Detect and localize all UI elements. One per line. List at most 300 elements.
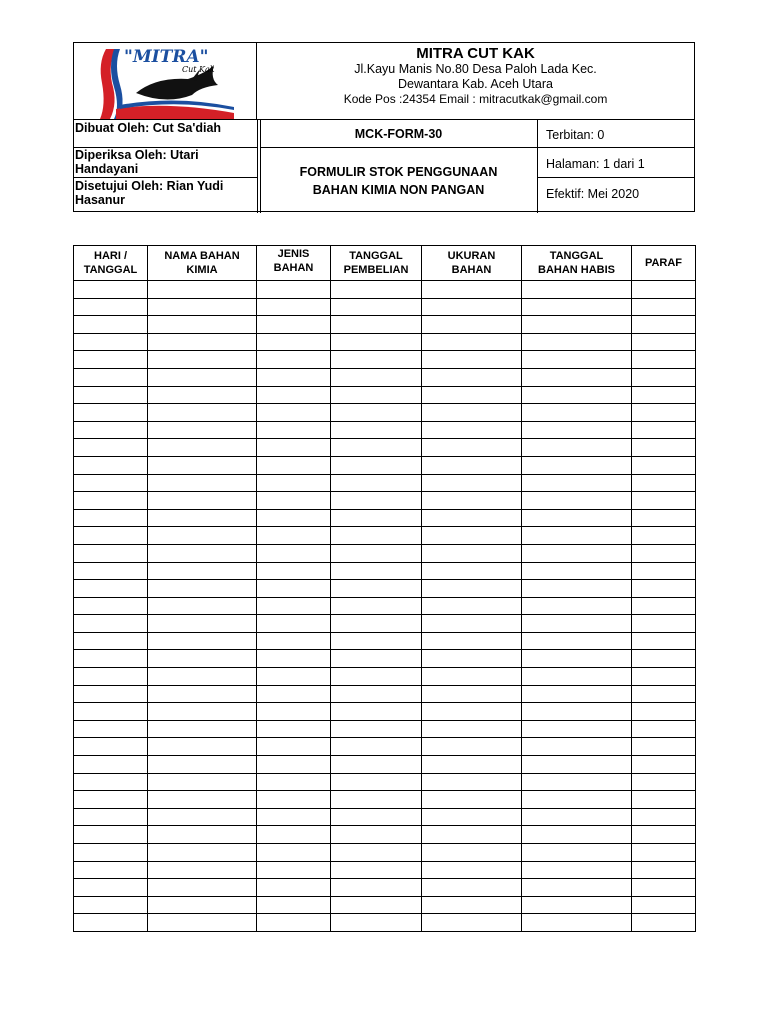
- table-cell[interactable]: [632, 281, 696, 299]
- table-cell[interactable]: [422, 685, 522, 703]
- table-cell[interactable]: [331, 509, 422, 527]
- logo-text: "MITRA": [124, 47, 209, 67]
- table-cell[interactable]: [74, 544, 148, 562]
- table-cell[interactable]: [632, 668, 696, 686]
- table-cell[interactable]: [74, 492, 148, 510]
- table-cell[interactable]: [331, 421, 422, 439]
- table-cell[interactable]: [422, 826, 522, 844]
- table-cell[interactable]: [257, 544, 331, 562]
- table-cell[interactable]: [148, 298, 257, 316]
- table-cell[interactable]: [522, 492, 632, 510]
- table-cell[interactable]: [422, 844, 522, 862]
- table-row: [74, 720, 696, 738]
- table-cell[interactable]: [632, 368, 696, 386]
- table-cell[interactable]: [632, 632, 696, 650]
- table-cell[interactable]: [331, 668, 422, 686]
- table-cell[interactable]: [422, 527, 522, 545]
- table-cell[interactable]: [422, 738, 522, 756]
- table-cell[interactable]: [522, 632, 632, 650]
- table-cell[interactable]: [257, 808, 331, 826]
- table-cell[interactable]: [331, 298, 422, 316]
- table-cell[interactable]: [148, 492, 257, 510]
- table-cell[interactable]: [331, 879, 422, 897]
- table-cell[interactable]: [331, 896, 422, 914]
- table-row: [74, 386, 696, 404]
- table-row: [74, 773, 696, 791]
- table-cell[interactable]: [257, 298, 331, 316]
- table-cell[interactable]: [422, 316, 522, 334]
- table-cell[interactable]: [331, 404, 422, 422]
- table-cell[interactable]: [148, 896, 257, 914]
- table-cell[interactable]: [422, 773, 522, 791]
- table-cell[interactable]: [632, 773, 696, 791]
- table-cell[interactable]: [422, 456, 522, 474]
- table-row: [74, 562, 696, 580]
- table-cell[interactable]: [74, 580, 148, 598]
- table-row: [74, 544, 696, 562]
- table-row: [74, 597, 696, 615]
- table-cell[interactable]: [331, 615, 422, 633]
- table-cell[interactable]: [422, 756, 522, 774]
- table-cell[interactable]: [148, 632, 257, 650]
- table-cell[interactable]: [331, 632, 422, 650]
- table-cell[interactable]: [632, 756, 696, 774]
- table-cell[interactable]: [422, 509, 522, 527]
- table-cell[interactable]: [74, 826, 148, 844]
- table-cell[interactable]: [331, 580, 422, 598]
- stock-table: [73, 245, 696, 932]
- table-cell[interactable]: [148, 386, 257, 404]
- table-cell[interactable]: [74, 597, 148, 615]
- table-cell[interactable]: [522, 333, 632, 351]
- table-cell[interactable]: [632, 826, 696, 844]
- table-cell[interactable]: [632, 404, 696, 422]
- table-cell[interactable]: [522, 615, 632, 633]
- table-header-row: [74, 246, 696, 281]
- table-cell[interactable]: [632, 879, 696, 897]
- table-cell[interactable]: [74, 404, 148, 422]
- table-cell[interactable]: [522, 826, 632, 844]
- table-cell[interactable]: [74, 351, 148, 369]
- table-cell[interactable]: [257, 738, 331, 756]
- table-cell[interactable]: [632, 914, 696, 932]
- table-cell[interactable]: [632, 509, 696, 527]
- table-cell[interactable]: [148, 756, 257, 774]
- col-tanggal-bahan-habis: TANGGAL BAHAN HABIS: [522, 246, 632, 281]
- table-cell[interactable]: [632, 544, 696, 562]
- table-cell[interactable]: [148, 544, 257, 562]
- table-cell[interactable]: [148, 474, 257, 492]
- table-cell[interactable]: [522, 298, 632, 316]
- table-cell[interactable]: [331, 703, 422, 721]
- table-cell[interactable]: [522, 527, 632, 545]
- table-cell[interactable]: [257, 439, 331, 457]
- table-cell[interactable]: [632, 896, 696, 914]
- table-cell[interactable]: [257, 632, 331, 650]
- table-cell[interactable]: [74, 368, 148, 386]
- table-cell[interactable]: [422, 703, 522, 721]
- table-cell[interactable]: [74, 844, 148, 862]
- table-cell[interactable]: [257, 914, 331, 932]
- table-cell[interactable]: [257, 456, 331, 474]
- table-cell[interactable]: [257, 650, 331, 668]
- efektif: Efektif: Mei 2020: [546, 187, 640, 201]
- table-cell[interactable]: [422, 896, 522, 914]
- table-cell[interactable]: [331, 773, 422, 791]
- table-cell[interactable]: [632, 333, 696, 351]
- postal-email: Kode Pos :24354 Email : mitracutkak@gmail.com: [343, 92, 608, 106]
- table-cell[interactable]: [422, 368, 522, 386]
- table-cell[interactable]: [74, 562, 148, 580]
- table-cell[interactable]: [632, 703, 696, 721]
- table-row: [74, 808, 696, 826]
- table-cell[interactable]: [632, 685, 696, 703]
- table-cell[interactable]: [522, 351, 632, 369]
- table-cell[interactable]: [331, 281, 422, 299]
- table-cell[interactable]: [74, 896, 148, 914]
- table-cell[interactable]: [74, 386, 148, 404]
- table-cell[interactable]: [257, 756, 331, 774]
- table-cell[interactable]: [522, 808, 632, 826]
- table-cell[interactable]: [148, 914, 257, 932]
- table-cell[interactable]: [148, 404, 257, 422]
- table-cell[interactable]: [422, 351, 522, 369]
- table-cell[interactable]: [422, 861, 522, 879]
- table-cell[interactable]: [632, 351, 696, 369]
- disetujui-oleh-2: Hasanur: [75, 193, 126, 207]
- table-cell[interactable]: [331, 492, 422, 510]
- table-cell[interactable]: [632, 386, 696, 404]
- table-cell[interactable]: [632, 597, 696, 615]
- table-cell[interactable]: [522, 738, 632, 756]
- table-cell[interactable]: [74, 720, 148, 738]
- table-cell[interactable]: [522, 791, 632, 809]
- table-cell[interactable]: [632, 316, 696, 334]
- table-cell[interactable]: [422, 615, 522, 633]
- dibuat-oleh: Dibuat Oleh: Cut Sa'diah: [75, 121, 222, 135]
- table-cell[interactable]: [257, 580, 331, 598]
- diperiksa-oleh-1: Diperiksa Oleh: Utari: [75, 148, 199, 162]
- table-cell[interactable]: [148, 351, 257, 369]
- table-cell[interactable]: [331, 562, 422, 580]
- terbitan: Terbitan: 0: [546, 128, 605, 142]
- form-header: [73, 42, 695, 212]
- table-cell[interactable]: [422, 580, 522, 598]
- table-cell[interactable]: [522, 685, 632, 703]
- divider: [257, 119, 258, 213]
- table-cell[interactable]: [331, 791, 422, 809]
- table-cell[interactable]: [522, 386, 632, 404]
- table-cell[interactable]: [632, 298, 696, 316]
- table-cell[interactable]: [522, 861, 632, 879]
- table-row: [74, 914, 696, 932]
- table-cell[interactable]: [522, 879, 632, 897]
- table-cell[interactable]: [422, 544, 522, 562]
- table-cell[interactable]: [422, 421, 522, 439]
- table-cell[interactable]: [422, 474, 522, 492]
- table-cell[interactable]: [148, 316, 257, 334]
- table-cell[interactable]: [74, 509, 148, 527]
- table-cell[interactable]: [257, 720, 331, 738]
- table-cell[interactable]: [257, 316, 331, 334]
- table-cell[interactable]: [422, 439, 522, 457]
- table-cell[interactable]: [148, 773, 257, 791]
- table-cell[interactable]: [257, 386, 331, 404]
- table-cell[interactable]: [148, 368, 257, 386]
- table-cell[interactable]: [422, 720, 522, 738]
- table-cell[interactable]: [148, 580, 257, 598]
- table-cell[interactable]: [74, 791, 148, 809]
- table-cell[interactable]: [257, 685, 331, 703]
- table-row: [74, 527, 696, 545]
- table-cell[interactable]: [257, 351, 331, 369]
- table-row: [74, 615, 696, 633]
- table-cell[interactable]: [148, 421, 257, 439]
- table-cell[interactable]: [522, 368, 632, 386]
- table-cell[interactable]: [632, 720, 696, 738]
- table-cell[interactable]: [148, 615, 257, 633]
- table-cell[interactable]: [422, 879, 522, 897]
- table-cell[interactable]: [522, 773, 632, 791]
- table-cell[interactable]: [522, 474, 632, 492]
- table-row: [74, 632, 696, 650]
- table-cell[interactable]: [74, 861, 148, 879]
- table-cell[interactable]: [522, 404, 632, 422]
- table-row: [74, 861, 696, 879]
- table-cell[interactable]: [522, 896, 632, 914]
- table-cell[interactable]: [74, 773, 148, 791]
- table-cell[interactable]: [74, 316, 148, 334]
- disetujui-oleh-1: Disetujui Oleh: Rian Yudi: [75, 179, 224, 193]
- table-cell[interactable]: [632, 844, 696, 862]
- table-cell[interactable]: [74, 421, 148, 439]
- table-cell[interactable]: [148, 685, 257, 703]
- table-cell[interactable]: [632, 650, 696, 668]
- table-cell[interactable]: [74, 333, 148, 351]
- table-cell[interactable]: [522, 580, 632, 598]
- table-cell[interactable]: [331, 826, 422, 844]
- logo-subtext: Cut Kak: [182, 65, 215, 74]
- table-cell[interactable]: [148, 720, 257, 738]
- table-cell[interactable]: [422, 791, 522, 809]
- table-cell[interactable]: [257, 896, 331, 914]
- table-cell[interactable]: [148, 509, 257, 527]
- table-cell[interactable]: [331, 597, 422, 615]
- table-cell[interactable]: [522, 703, 632, 721]
- table-cell[interactable]: [422, 914, 522, 932]
- table-cell[interactable]: [148, 281, 257, 299]
- table-cell[interactable]: [632, 580, 696, 598]
- table-cell[interactable]: [522, 456, 632, 474]
- table-cell[interactable]: [331, 844, 422, 862]
- table-cell[interactable]: [257, 562, 331, 580]
- table-cell[interactable]: [74, 703, 148, 721]
- table-cell[interactable]: [148, 650, 257, 668]
- table-cell[interactable]: [522, 421, 632, 439]
- table-row: [74, 333, 696, 351]
- table-cell[interactable]: [74, 738, 148, 756]
- table-cell[interactable]: [257, 773, 331, 791]
- table-row: [74, 791, 696, 809]
- table-cell[interactable]: [257, 404, 331, 422]
- table-cell[interactable]: [257, 492, 331, 510]
- table-cell[interactable]: [632, 474, 696, 492]
- table-cell[interactable]: [74, 527, 148, 545]
- table-cell[interactable]: [148, 703, 257, 721]
- table-cell[interactable]: [257, 668, 331, 686]
- table-cell[interactable]: [632, 738, 696, 756]
- table-cell[interactable]: [331, 386, 422, 404]
- form-code: MCK-FORM-30: [354, 127, 443, 141]
- table-cell[interactable]: [522, 509, 632, 527]
- table-cell[interactable]: [257, 861, 331, 879]
- form-title-line-1: FORMULIR STOK PENGGUNAAN: [299, 165, 498, 179]
- table-cell[interactable]: [257, 509, 331, 527]
- table-cell[interactable]: [522, 281, 632, 299]
- table-cell[interactable]: [632, 421, 696, 439]
- table-cell[interactable]: [331, 456, 422, 474]
- table-cell[interactable]: [522, 720, 632, 738]
- table-cell[interactable]: [74, 456, 148, 474]
- table-cell[interactable]: [257, 826, 331, 844]
- table-cell[interactable]: [257, 615, 331, 633]
- table-cell[interactable]: [632, 492, 696, 510]
- table-cell[interactable]: [148, 861, 257, 879]
- table-cell[interactable]: [331, 316, 422, 334]
- table-cell[interactable]: [257, 597, 331, 615]
- table-cell[interactable]: [331, 333, 422, 351]
- table-cell[interactable]: [74, 650, 148, 668]
- table-cell[interactable]: [257, 281, 331, 299]
- table-cell[interactable]: [522, 439, 632, 457]
- table-cell[interactable]: [632, 615, 696, 633]
- table-cell[interactable]: [331, 650, 422, 668]
- table-cell[interactable]: [74, 914, 148, 932]
- table-cell[interactable]: [148, 791, 257, 809]
- table-cell[interactable]: [331, 351, 422, 369]
- table-cell[interactable]: [74, 632, 148, 650]
- divider: [74, 119, 694, 120]
- table-cell[interactable]: [331, 914, 422, 932]
- table-cell[interactable]: [331, 861, 422, 879]
- table-cell[interactable]: [422, 333, 522, 351]
- table-row: [74, 756, 696, 774]
- table-cell[interactable]: [632, 439, 696, 457]
- table-cell[interactable]: [148, 597, 257, 615]
- table-cell[interactable]: [331, 368, 422, 386]
- table-cell[interactable]: [331, 720, 422, 738]
- table-cell[interactable]: [148, 562, 257, 580]
- table-cell[interactable]: [522, 844, 632, 862]
- table-cell[interactable]: [257, 474, 331, 492]
- table-cell[interactable]: [74, 879, 148, 897]
- table-row: [74, 492, 696, 510]
- table-cell[interactable]: [148, 333, 257, 351]
- table-cell[interactable]: [422, 650, 522, 668]
- table-cell[interactable]: [148, 439, 257, 457]
- table-cell[interactable]: [522, 914, 632, 932]
- table-cell[interactable]: [632, 562, 696, 580]
- table-cell[interactable]: [257, 333, 331, 351]
- table-cell[interactable]: [148, 668, 257, 686]
- table-cell[interactable]: [257, 527, 331, 545]
- table-row: [74, 456, 696, 474]
- table-cell[interactable]: [422, 298, 522, 316]
- col-paraf: PARAF: [632, 246, 696, 281]
- table-cell[interactable]: [331, 439, 422, 457]
- table-cell[interactable]: [522, 668, 632, 686]
- table-cell[interactable]: [632, 861, 696, 879]
- table-cell[interactable]: [257, 844, 331, 862]
- table-cell[interactable]: [148, 844, 257, 862]
- table-cell[interactable]: [632, 791, 696, 809]
- table-cell[interactable]: [331, 685, 422, 703]
- table-row: [74, 421, 696, 439]
- table-cell[interactable]: [522, 597, 632, 615]
- table-cell[interactable]: [331, 474, 422, 492]
- table-cell[interactable]: [331, 738, 422, 756]
- table-cell[interactable]: [422, 492, 522, 510]
- table-cell[interactable]: [74, 298, 148, 316]
- table-cell[interactable]: [632, 527, 696, 545]
- table-cell[interactable]: [257, 879, 331, 897]
- table-row: [74, 703, 696, 721]
- table-cell[interactable]: [257, 421, 331, 439]
- table-cell[interactable]: [422, 632, 522, 650]
- table-cell[interactable]: [74, 615, 148, 633]
- table-cell[interactable]: [522, 562, 632, 580]
- table-cell[interactable]: [331, 527, 422, 545]
- table-cell[interactable]: [422, 404, 522, 422]
- table-cell[interactable]: [74, 668, 148, 686]
- table-cell[interactable]: [632, 808, 696, 826]
- table-row: [74, 351, 696, 369]
- address-line-1: Jl.Kayu Manis No.80 Desa Paloh Lada Kec.: [354, 62, 597, 76]
- table-cell[interactable]: [331, 756, 422, 774]
- table-cell[interactable]: [331, 808, 422, 826]
- table-cell[interactable]: [148, 826, 257, 844]
- table-cell[interactable]: [148, 527, 257, 545]
- table-cell[interactable]: [422, 808, 522, 826]
- table-cell[interactable]: [422, 597, 522, 615]
- table-cell[interactable]: [422, 386, 522, 404]
- table-body: [74, 281, 696, 932]
- table-cell[interactable]: [148, 808, 257, 826]
- divider: [260, 147, 694, 148]
- table-cell[interactable]: [522, 316, 632, 334]
- table-cell[interactable]: [422, 562, 522, 580]
- table-cell[interactable]: [522, 756, 632, 774]
- table-cell[interactable]: [257, 791, 331, 809]
- table-cell[interactable]: [422, 668, 522, 686]
- table-cell[interactable]: [148, 456, 257, 474]
- table-cell[interactable]: [74, 474, 148, 492]
- table-cell[interactable]: [257, 703, 331, 721]
- table-cell[interactable]: [522, 544, 632, 562]
- table-cell[interactable]: [632, 456, 696, 474]
- table-cell[interactable]: [331, 544, 422, 562]
- table-cell[interactable]: [74, 439, 148, 457]
- table-cell[interactable]: [422, 281, 522, 299]
- table-cell[interactable]: [74, 808, 148, 826]
- table-cell[interactable]: [74, 281, 148, 299]
- table-cell[interactable]: [148, 738, 257, 756]
- table-cell[interactable]: [148, 879, 257, 897]
- table-cell[interactable]: [257, 368, 331, 386]
- table-cell[interactable]: [522, 650, 632, 668]
- table-cell[interactable]: [74, 756, 148, 774]
- table-cell[interactable]: [74, 685, 148, 703]
